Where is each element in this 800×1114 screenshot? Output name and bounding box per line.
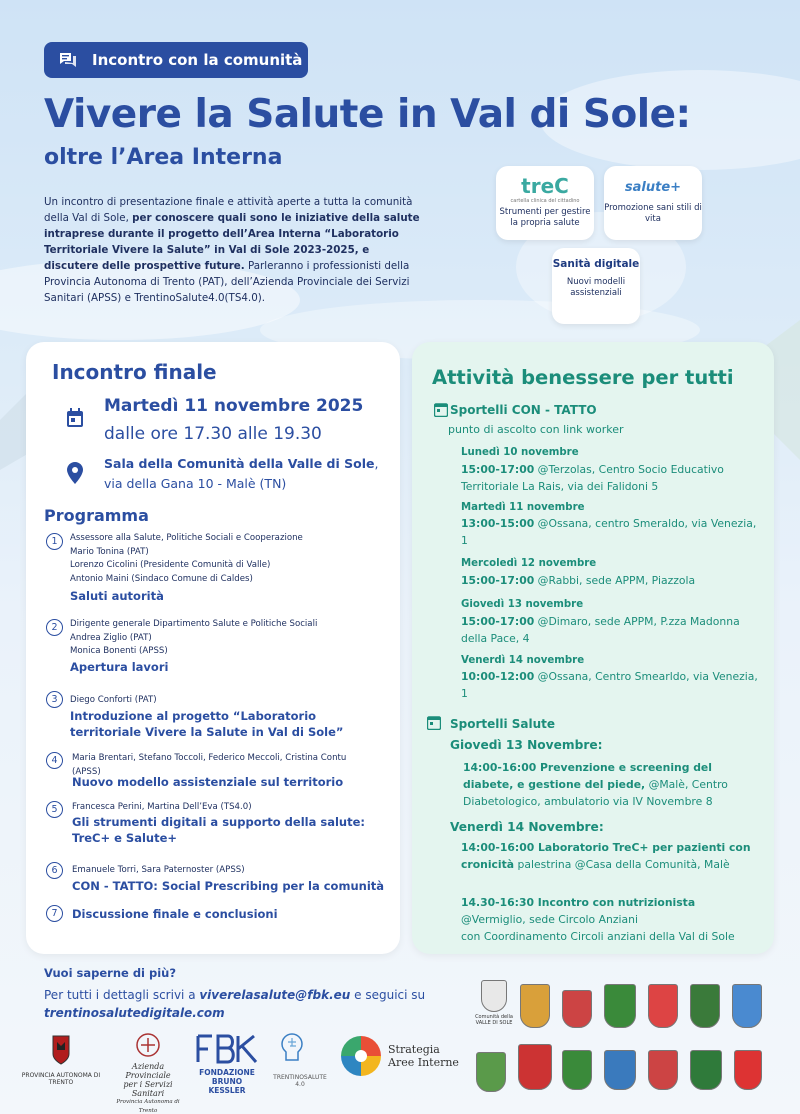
footer-contact: Per tutti i dettagli scrivi a viverelasalute@fbk.eu e seguici su trentinosalutedigitale.com bbox=[44, 988, 426, 1020]
location-pin-icon bbox=[67, 462, 83, 484]
program-speakers: Maria Brentari, Stefano Toccoli, Federico Meccoli, Cristina Contu (APSS) bbox=[72, 753, 347, 777]
fbk-logo: FONDAZIONE BRUNO KESSLER bbox=[196, 1034, 258, 1095]
apss-logo: Azienda Provinciale per i Servizi Sanitari Provincia Autonoma di Trento bbox=[108, 1032, 188, 1114]
contatto-title: Sportelli CON - TATTO bbox=[450, 403, 597, 417]
pat-eagle-icon bbox=[20, 1032, 102, 1068]
municipal-crest bbox=[732, 984, 762, 1028]
municipal-crest bbox=[604, 1050, 636, 1090]
event-type-pill bbox=[44, 42, 308, 78]
pill-label: Incontro con la comunità bbox=[92, 51, 303, 69]
strategia-aree-interne-logo: Strategia Aree Interne bbox=[340, 1034, 460, 1078]
municipal-crest bbox=[562, 990, 592, 1028]
brain-bulb-icon bbox=[270, 1030, 330, 1070]
program-speakers: Assessore alla Salute, Politiche Sociali e Cooperazione Mario Tonina (PAT) Lorenzo Cicolini (Presidente Comunità di Valle) Antonio Maini (Sindaco Comune di Caldes) bbox=[70, 533, 303, 584]
trec-logo: treC bbox=[521, 174, 569, 198]
municipal-crest bbox=[648, 984, 678, 1028]
trentinosalute-logo: TRENTINOSALUTE 4.0 bbox=[270, 1030, 330, 1088]
municipal-crest bbox=[690, 984, 720, 1028]
municipal-crest bbox=[562, 1050, 592, 1090]
sai-wheel-icon bbox=[340, 1035, 382, 1077]
fbk-mark-icon bbox=[196, 1034, 258, 1064]
calendar-icon bbox=[434, 402, 448, 417]
municipal-crest bbox=[648, 1050, 678, 1090]
municipal-crest bbox=[690, 1050, 722, 1090]
page-title: Vivere la Salute in Val di Sole: bbox=[44, 92, 691, 137]
sanita-badge bbox=[552, 248, 640, 324]
calendar-icon bbox=[427, 715, 441, 730]
salute-day: Venerdì 14 Novembre: bbox=[450, 820, 604, 834]
municipal-crest bbox=[520, 984, 550, 1028]
program-speakers: Emanuele Torri, Sara Paternoster (APSS) bbox=[72, 865, 245, 875]
contatto-slot: 15:00-17:00 @Dimaro, sede APPM, P.zza Madonna della Pace, 4 bbox=[461, 615, 740, 645]
salute-slot: 14:00-16:00 Prevenzione e screening del diabete, e gestione del piede, @Malè, Centro Diabetologico, ambulatorio via IV Novembre 8 bbox=[463, 761, 728, 808]
apss-emblem-icon bbox=[108, 1032, 188, 1058]
salute-day: Giovedì 13 Novembre: bbox=[450, 738, 603, 752]
program-speakers: Diego Conforti (PAT) bbox=[70, 695, 157, 705]
program-number: 4 bbox=[46, 752, 63, 769]
program-title: Introduzione al progetto “Laboratorio territoriale Vivere la Salute in Val di Sole” bbox=[70, 709, 344, 739]
page-subtitle: oltre l’Area Interna bbox=[44, 145, 283, 170]
municipal-crest bbox=[604, 984, 636, 1028]
comunita-valle-di-sole-crest: Comunità della VALLE DI SOLE bbox=[474, 980, 514, 1026]
program-title: CON - TATTO: Social Prescribing per la comunità bbox=[72, 879, 385, 893]
contatto-slot: 10:00-12:00 @Ossana, Centro Smearldo, via Venezia, 1 bbox=[461, 670, 758, 700]
sanita-title: Sanità digitale bbox=[552, 258, 640, 270]
program-number: 2 bbox=[46, 619, 63, 636]
salute-badge bbox=[604, 166, 702, 240]
municipal-crest bbox=[518, 1044, 552, 1090]
event-time: dalle ore 17.30 alle 19.30 bbox=[104, 424, 322, 444]
contatto-day: Lunedì 10 novembre bbox=[461, 447, 579, 458]
contatto-subtitle: punto di ascolto con link worker bbox=[448, 423, 624, 436]
program-speakers: Francesca Perini, Martina Dell’Eva (TS4.0) bbox=[72, 802, 252, 812]
attivita-heading: Attività benessere per tutti bbox=[432, 366, 734, 389]
salute-title: Sportelli Salute bbox=[450, 717, 556, 731]
program-title: Saluti autorità bbox=[70, 589, 164, 603]
program-number: 1 bbox=[46, 533, 63, 550]
program-heading: Programma bbox=[44, 506, 149, 525]
chat-icon bbox=[58, 50, 78, 70]
pat-logo: PROVINCIA AUTONOMA DI TRENTO bbox=[20, 1032, 102, 1086]
incontro-heading: Incontro finale bbox=[52, 360, 217, 384]
contatto-slot: 15:00-17:00 @Terzolas, Centro Socio Educativo Territoriale La Rais, via dei Falidoni 5 bbox=[461, 463, 724, 493]
trec-caption: Strumenti per gestire la propria salute bbox=[499, 207, 591, 228]
salute-caption: Promozione sani stili di vita bbox=[604, 203, 702, 224]
contatto-day: Giovedì 13 novembre bbox=[461, 599, 584, 610]
program-number: 5 bbox=[46, 801, 63, 818]
contact-email-link[interactable]: viverelasalute@fbk.eu bbox=[199, 988, 351, 1002]
salute-slot: 14:00-16:00 Laboratorio TreC+ per pazienti con cronicità palestrina @Casa della Comunità, Malè bbox=[461, 841, 751, 871]
footer-question: Vuoi saperne di più? bbox=[44, 966, 177, 980]
program-title: Gli strumenti digitali a supporto della salute: TreC+ e Salute+ bbox=[72, 815, 365, 845]
contatto-day: Venerdì 14 novembre bbox=[461, 655, 585, 666]
salute-logo: salute+ bbox=[624, 180, 682, 195]
salute-slot: 14.30-16:30 Incontro con nutrizionista @Vermiglio, sede Circolo Anziani con Coordinamento Circoli anziani della Val di Sole bbox=[461, 896, 735, 943]
contatto-day: Mercoledì 12 novembre bbox=[461, 558, 597, 569]
program-title: Apertura lavori bbox=[70, 660, 169, 674]
website-link[interactable]: trentinosalutedigitale.com bbox=[44, 1006, 225, 1020]
program-number: 7 bbox=[46, 905, 63, 922]
contatto-slot: 15:00-17:00 @Rabbi, sede APPM, Piazzola bbox=[461, 574, 696, 587]
contatto-day: Martedì 11 novembre bbox=[461, 502, 585, 513]
municipal-crest bbox=[476, 1052, 506, 1092]
program-number: 3 bbox=[46, 691, 63, 708]
sanita-caption: Nuovi modelli assistenziali bbox=[566, 277, 626, 298]
program-title: Nuovo modello assistenziale sul territorio bbox=[72, 775, 344, 789]
program-number: 6 bbox=[46, 862, 63, 879]
program-title: Discussione finale e conclusioni bbox=[72, 907, 278, 921]
intro-paragraph: Un incontro di presentazione finale e attività aperte a tutta la comunità della Val di Sole, per conoscere quali sono le iniziative della salute intraprese durante il progetto dell’Area Interna “Laboratorio Territoriale Vivere la Salute” in Val di Sole 2023-2025, e discutere delle prospettive future. Parleranno i professionisti della Provincia Autonoma di Trento (PAT), dell’Azienda Provinciale dei Servizi Sanitari (APSS) e TrentinoSalute4.0(TS4.0). bbox=[44, 196, 420, 304]
contatto-slot: 13:00-15:00 @Ossana, centro Smeraldo, via Venezia, 1 bbox=[461, 517, 757, 547]
municipal-crest bbox=[734, 1050, 762, 1090]
trec-badge: treC cartella clinica del cittadino Strumenti per gestire la propria salute bbox=[496, 166, 594, 240]
event-date: Martedì 11 novembre 2025 bbox=[104, 396, 364, 416]
calendar-icon bbox=[66, 408, 84, 428]
event-location: Sala della Comunità della Valle di Sole, via della Gana 10 - Malè (TN) bbox=[104, 456, 379, 491]
program-speakers: Dirigente generale Dipartimento Salute e Politiche Sociali Andrea Ziglio (PAT) Monica Bonenti (APSS) bbox=[70, 619, 318, 656]
